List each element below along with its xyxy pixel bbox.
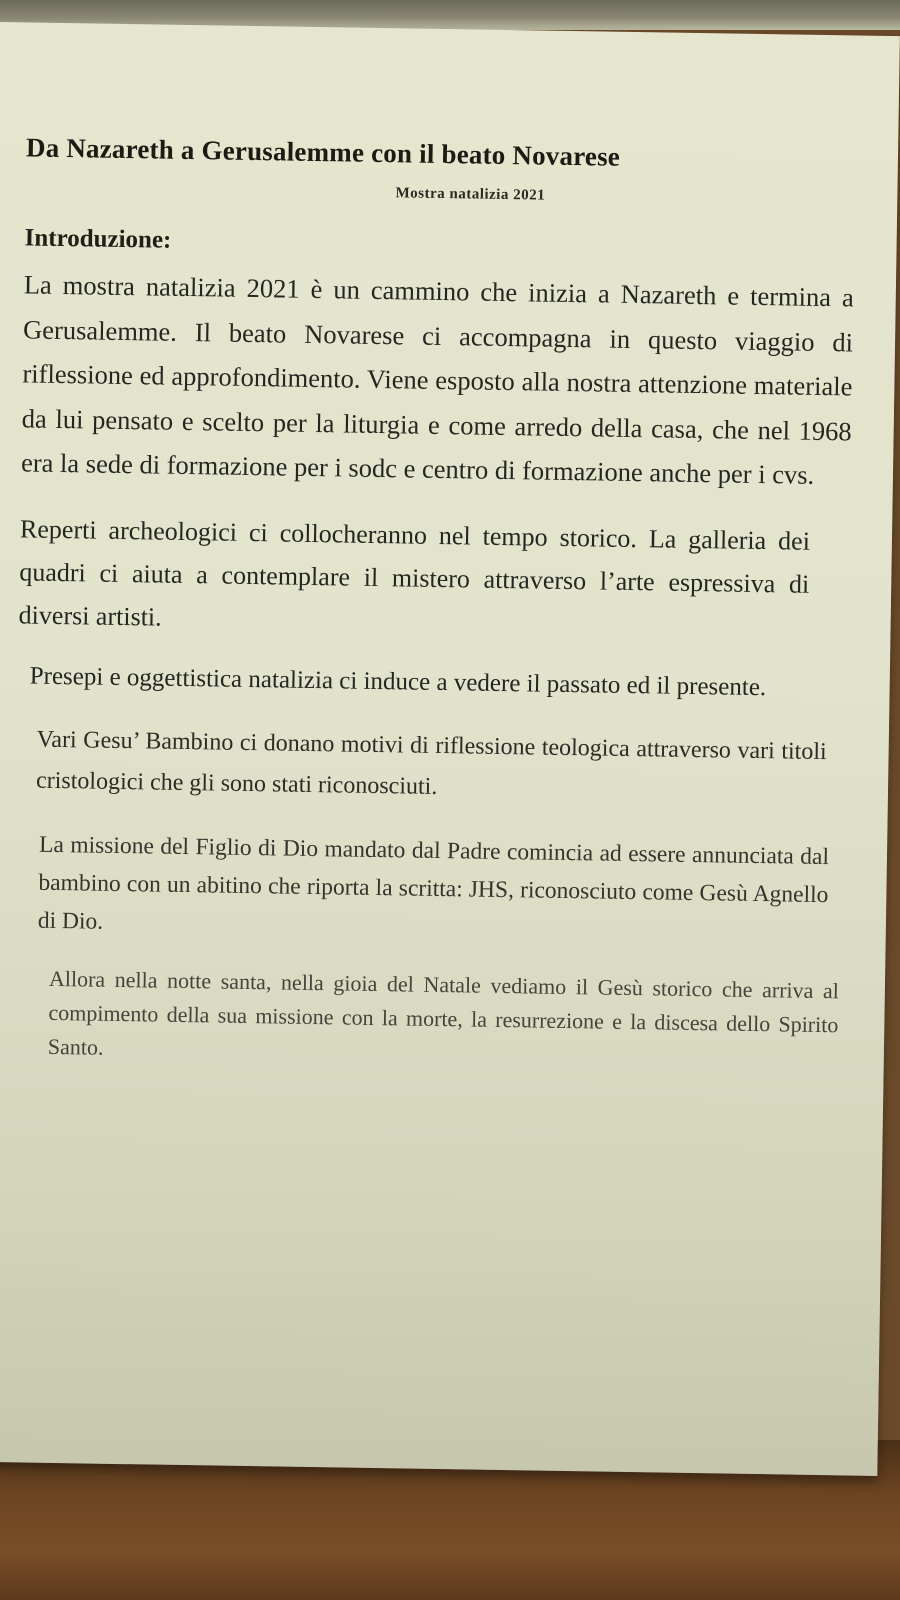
paragraph-6: Allora nella notte santa, nella gioia del Natale vediamo il Gesù storico che arriva al compimento della sua missione con la morte, la resurrezione e la discesa dello Spirito Santo. — [47, 965, 840, 1060]
section-heading: Introduzione: — [24, 224, 172, 254]
document-content — [12, 132, 857, 1075]
paragraph-5: La missione del Figlio di Dio mandato dal Padre comincia ad essere annunciata dal bambino con un abitino che riporta la scritta: JHS, riconosciuto come Gesù Agnello di Dio. — [37, 831, 830, 935]
paragraph-2: Reperti archeologici ci collocheranno nel tempo storico. La galleria dei quadri ci aiuta a contemplare il mistero attraverso l’arte espressiva di diversi artisti. — [18, 513, 811, 632]
document-subtitle: Mostra natalizia 2021 — [395, 185, 546, 204]
paragraph-4: Vari Gesu’ Bambino ci donano motivi di riflessione teologica attraverso vari titoli cristologici che gli sono stati riconosciuti. — [35, 726, 827, 800]
paper-sheet — [0, 22, 900, 1476]
paragraph-1: La mostra natalizia 2021 è un cammino che inizia a Nazareth e termina a Gerusalemme. Il beato Novarese ci accompagna in questo viaggio di riflessione ed approfondimento. Viene esposto alla nostra attenzione materiale da lui pensato e scelto per la liturgia e come arredo della casa, che nel 1968 era la sede di formazione per i sodc e centro di formazione anche per i cvs. — [20, 269, 855, 490]
paragraph-3: Presepi e oggettistica natalizia ci induce a vedere il passato ed il presente. — [29, 662, 767, 701]
document-title: Da Nazareth a Gerusalemme con il beato Novarese — [25, 132, 621, 172]
